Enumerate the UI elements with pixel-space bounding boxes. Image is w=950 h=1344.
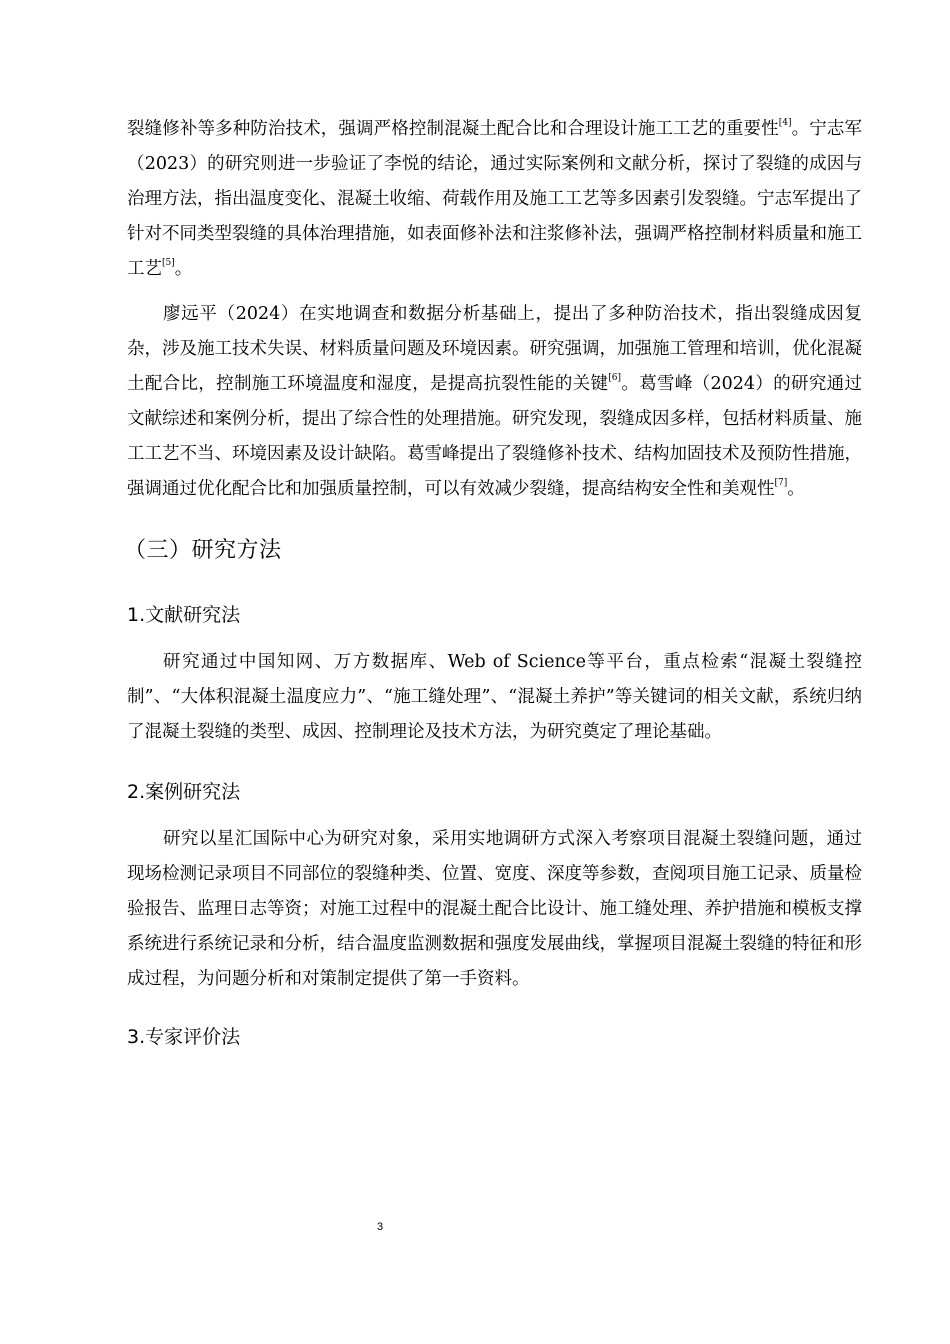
subsection-heading-literature-method: 1.文献研究法 [127, 604, 241, 626]
citation-ref: [7] [774, 478, 788, 488]
paragraph-literature-review-1 [127, 112, 862, 287]
page-content [124, 112, 863, 1051]
section-heading: （三）研究方法 [124, 538, 282, 563]
subsection-heading-case-study-method: 2.案例研究法 [127, 781, 241, 803]
paragraph-text: 廖远平（2024）在实地调查和数据分析基础上，提出了多种防治技术，指出裂缝成因复杂，涉及施工技术失误、材料质量问题及环境因素。研究强调，加强施工管理和培训，优化混凝土配合比，控制施工环境温度和湿度，是提高抗裂性能的关键 [127, 304, 862, 394]
paragraph-text: 。葛雪峰（2024）的研究通过文献综述和案例分析，提出了综合性的处理措施。研究发现，裂缝成因多样，包括材料质量、施工工艺不当、环境因素及设计缺陷。葛雪峰提出了裂缝修补技术、结构加固技术及预防性措施，强调通过优化配合比和加强质量控制，可以有效减少裂缝，提高结构安全性和美观性 [127, 374, 862, 499]
paragraph-text: 。 [174, 259, 193, 279]
citation-ref: [6] [608, 373, 622, 383]
paragraph-literature-review-2 [127, 297, 862, 507]
subsection-heading-expert-evaluation: 3.专家评价法 [127, 1026, 241, 1048]
paragraph-literature-method: 研究通过中国知网、万方数据库、Web of Science等平台，重点检索“混凝土裂缝控制”、“大体积混凝土温度应力”、“施工缝处理”、“混凝土养护”等关键词的相关文献，系统归纳了混凝土裂缝的类型、成因、控制理论及技术方法，为研究奠定了理论基础。 [127, 652, 862, 742]
paragraph-text: 。 [787, 479, 805, 499]
paragraph-text: 裂缝修补等多种防治技术，强调严格控制混凝土配合比和合理设计施工工艺的重要性 [127, 119, 779, 139]
citation-ref: [4] [778, 118, 792, 128]
paragraph-case-study-method: 研究以星汇国际中心为研究对象，采用实地调研方式深入考察项目混凝土裂缝问题，通过现场检测记录项目不同部位的裂缝种类、位置、宽度、深度等参数，查阅项目施工记录、质量检验报告、监理日志等资；对施工过程中的混凝土配合比设计、施工缝处理、养护措施和模板支撑系统进行系统记录和分析，结合温度监测数据和强度发展曲线，掌握项目混凝土裂缝的特征和形成过程，为问题分析和对策制定提供了第一手资料。 [127, 829, 862, 989]
citation-ref: [5] [162, 258, 175, 268]
page-number: 3 [376, 1221, 384, 1233]
paragraph-text: 。宁志军（2023）的研究则进一步验证了李悦的结论，通过实际案例和文献分析，探讨了裂缝的成因与治理方法，指出温度变化、混凝土收缩、荷载作用及施工工艺等多因素引发裂缝。宁志军提出了针对不同类型裂缝的具体治理措施，如表面修补法和注浆修补法，强调严格控制材料质量和施工工艺 [127, 119, 863, 279]
